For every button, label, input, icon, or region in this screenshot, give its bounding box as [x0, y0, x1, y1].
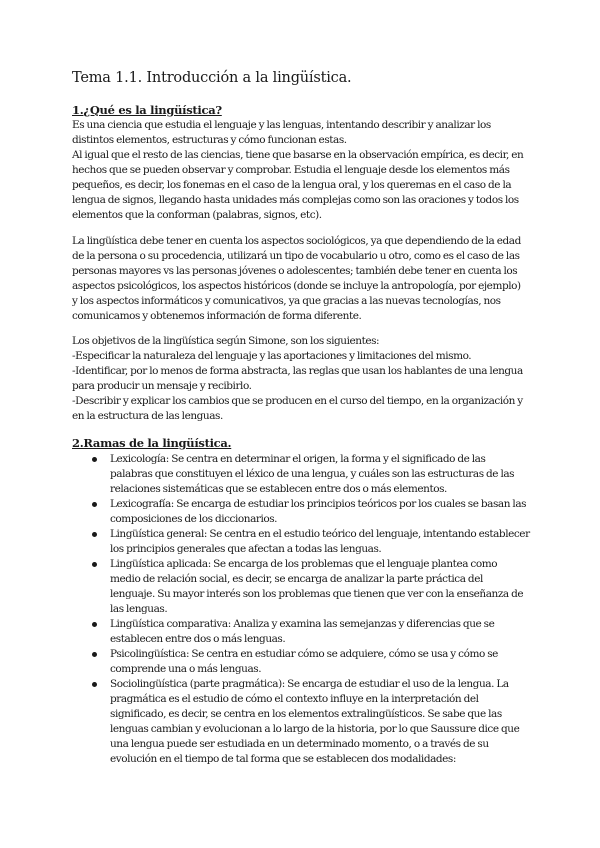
list-item-linguistica-general — [92, 527, 552, 557]
bullet-icon — [92, 562, 97, 567]
text-line: Al igual que el resto de las ciencias, tiene que basarse en la observación empírica, es decir, en — [72, 149, 524, 161]
text-line: elementos que la conforman (palabras, signos, etc). — [72, 209, 322, 221]
text-line: establecen entre dos o más lenguas. — [110, 633, 286, 645]
text-line: las lenguas. — [110, 603, 168, 615]
bullet-icon — [92, 502, 97, 507]
section-1 — [72, 103, 542, 223]
list-item-linguistica-comparativa — [92, 617, 552, 647]
text-line: Sociolingüística (parte pragmática): Se encarga de estudiar el uso de la lengua. La — [110, 678, 509, 690]
section-1-paragraph-3 — [72, 334, 542, 424]
bullet-icon — [92, 622, 97, 627]
text-line: composiciones de los diccionarios. — [110, 513, 278, 525]
list-item-lexicografia — [92, 497, 552, 527]
text-line: Lingüística general: Se centra en el estudio teórico del lenguaje, intentando establecer — [110, 528, 530, 540]
text-line: palabras que constituyen el léxico de una lengua, y cuáles son las estructuras de las — [110, 468, 515, 480]
text-line: La lingüística debe tener en cuenta los aspectos sociológicos, ya que dependiendo de la edad — [72, 235, 521, 247]
text-line: pragmática es el estudio de cómo el contexto influye en la interpretación del — [110, 693, 479, 705]
text-line: para producir un mensaje y recibirlo. — [72, 380, 252, 392]
text-line: una lengua puede ser estudiada en un determinado momento, o a través de su — [110, 738, 489, 750]
text-line: Psicolingüística: Se centra en estudiar cómo se adquiere, cómo se usa y cómo se — [110, 648, 498, 660]
list-item-psicolinguistica — [92, 647, 552, 677]
text-line: Los objetivos de la lingüística según Simone, son los siguientes: — [72, 335, 380, 347]
text-line: lenguaje. Su mayor interés son los problemas que tienen que ver con la enseñanza de — [110, 588, 524, 600]
text-line: significado, es decir, se centra en los elementos extralingüísticos. Se sabe que las — [110, 708, 502, 720]
text-line: comunicamos y obtenemos información de forma diferente. — [72, 310, 362, 322]
text-line: comprende una o más lenguas. — [110, 663, 262, 675]
text-line: -Especificar la naturaleza del lenguaje y las aportaciones y limitaciones del mismo. — [72, 350, 472, 362]
text-line: evolución en el tiempo de tal forma que se establecen dos modalidades: — [110, 753, 456, 765]
text-line: Es una ciencia que estudia el lenguaje y las lenguas, intentando describir y analizar los — [72, 119, 491, 131]
bullet-icon — [92, 652, 97, 657]
section-1-paragraph-2 — [72, 234, 542, 324]
text-line: medio de relación social, es decir, se encarga de analizar la parte práctica del — [110, 573, 483, 585]
list-item-lexicologia — [92, 452, 552, 497]
text-line: Lexicología: Se centra en determinar el origen, la forma y el significado de las — [110, 453, 486, 465]
bullet-icon — [92, 532, 97, 537]
document-title: Tema 1.1. Introducción a la lingüística. — [72, 70, 352, 86]
list-item-sociolinguistica — [92, 677, 552, 767]
text-line: -Identificar, por lo menos de forma abstracta, las reglas que usan los hablantes de una lengua — [72, 365, 523, 377]
text-line: Lingüística comparativa: Analiza y examina las semejanzas y diferencias que se — [110, 618, 495, 630]
bullet-icon — [92, 682, 97, 687]
list-item-linguistica-aplicada — [92, 557, 552, 617]
branches-list — [92, 452, 552, 767]
text-line: Lingüística aplicada: Se encarga de los problemas que el lenguaje plantea como — [110, 558, 498, 570]
text-line: lenguas cambian y evolucionan a lo largo de la historia, por lo que Saussure dice que — [110, 723, 520, 735]
text-line: hechos que se pueden observar y comprobar. Estudia el lenguaje desde los elementos más — [72, 164, 510, 176]
text-line: de la persona o su procedencia, utilizará un tipo de vocabulario u otro, como es el caso de las — [72, 250, 520, 262]
text-line: los principios generales que afectan a todas las lenguas. — [110, 543, 382, 555]
section-1-heading: 1.¿Qué es la lingüística? — [72, 103, 222, 117]
text-line: relaciones sistemáticas que se establecen entre dos o más elementos. — [110, 483, 447, 495]
text-line: personas mayores vs las personas jóvenes o adolescentes; también debe tener en cuenta los — [72, 265, 518, 277]
bullet-icon — [92, 457, 97, 462]
text-line: en la estructura de las lenguas. — [72, 410, 223, 422]
text-line: aspectos psicológicos, los aspectos históricos (donde se incluye la antropología, por ejemplo) — [72, 280, 521, 292]
text-line: -Describir y explicar los cambios que se producen en el curso del tiempo, en la organización y — [72, 395, 523, 407]
text-line: lengua de signos, llegando hasta unidades más complejas como son las oraciones y todos los — [72, 194, 519, 206]
section-2-heading: 2.Ramas de la lingüística. — [72, 436, 232, 450]
text-line: pequeños, es decir, los fonemas en el caso de la lengua oral, y los queremas en el caso de la — [72, 179, 512, 191]
text-line: y los aspectos informáticos y comunicativos, ya que gracias a las nuevas tecnologías, nos — [72, 295, 501, 307]
text-line: distintos elementos, estructuras y cómo funcionan estas. — [72, 134, 347, 146]
text-line: Lexicografía: Se encarga de estudiar los principios teóricos por los cuales se basan las — [110, 498, 527, 510]
section-1-paragraph-1 — [72, 118, 542, 223]
